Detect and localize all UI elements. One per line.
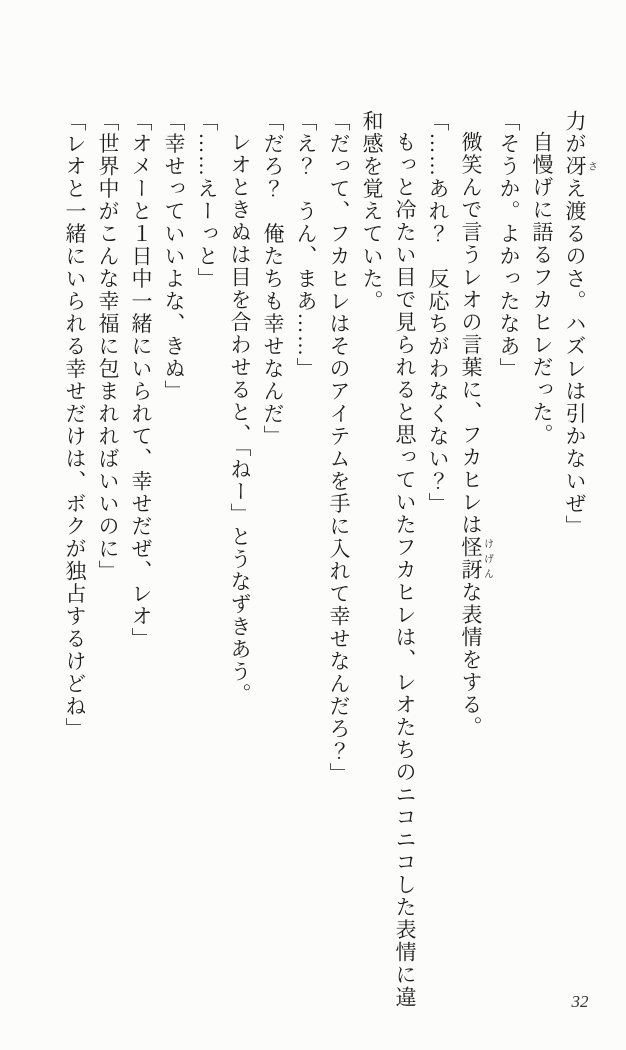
page-number: 32	[571, 992, 589, 1011]
paragraph: 「え？ うん、まあ……」	[294, 110, 318, 380]
paragraph: 微笑んで言うレオの言葉に、フカヒレは怪訝けげんな表情をする。	[459, 131, 493, 739]
paragraph: 「……えーっと」	[195, 110, 219, 290]
paragraph: 力が冴さえ渡るのさ。ハズレは引かないぜ」	[563, 110, 597, 538]
text-column-block	[58, 110, 596, 1015]
paragraph: 「レオと一緒にいられる幸せだけは、ボクが独占するけどね」	[63, 110, 87, 740]
furigana-ruby: 冴さ	[563, 155, 597, 178]
paragraph: 「だって、フカヒレはそのアイテムを手に入れて幸せなんだろ？」	[327, 110, 351, 785]
paragraph: 自慢げに語るフカヒレだった。	[530, 131, 554, 446]
paragraph: 「そうか。よかったなあ」	[497, 110, 521, 380]
paragraph: 「オメーと１日中一緒にいられて、幸せだぜ、レオ」	[129, 110, 153, 650]
paragraph: もっと冷たい目で見られると思っていたフカヒレは、レオたちのニコニコした表情に違和感を覚えていた。	[360, 110, 417, 1009]
paragraph: レオときぬは目を合わせると、「ねー」とうなずきあう。	[228, 131, 252, 706]
paragraph: 「世界中がこんな幸福に包まれればいいのに」	[96, 110, 120, 583]
paragraph: 「だろ？ 俺たちも幸せなんだ」	[261, 110, 285, 448]
furigana-ruby: 怪訝けげん	[459, 536, 493, 581]
paragraph: 「……あれ？ 反応ちがわなくない？」	[426, 110, 450, 515]
paragraph: 「幸せっていいよな、きぬ」	[162, 110, 186, 403]
